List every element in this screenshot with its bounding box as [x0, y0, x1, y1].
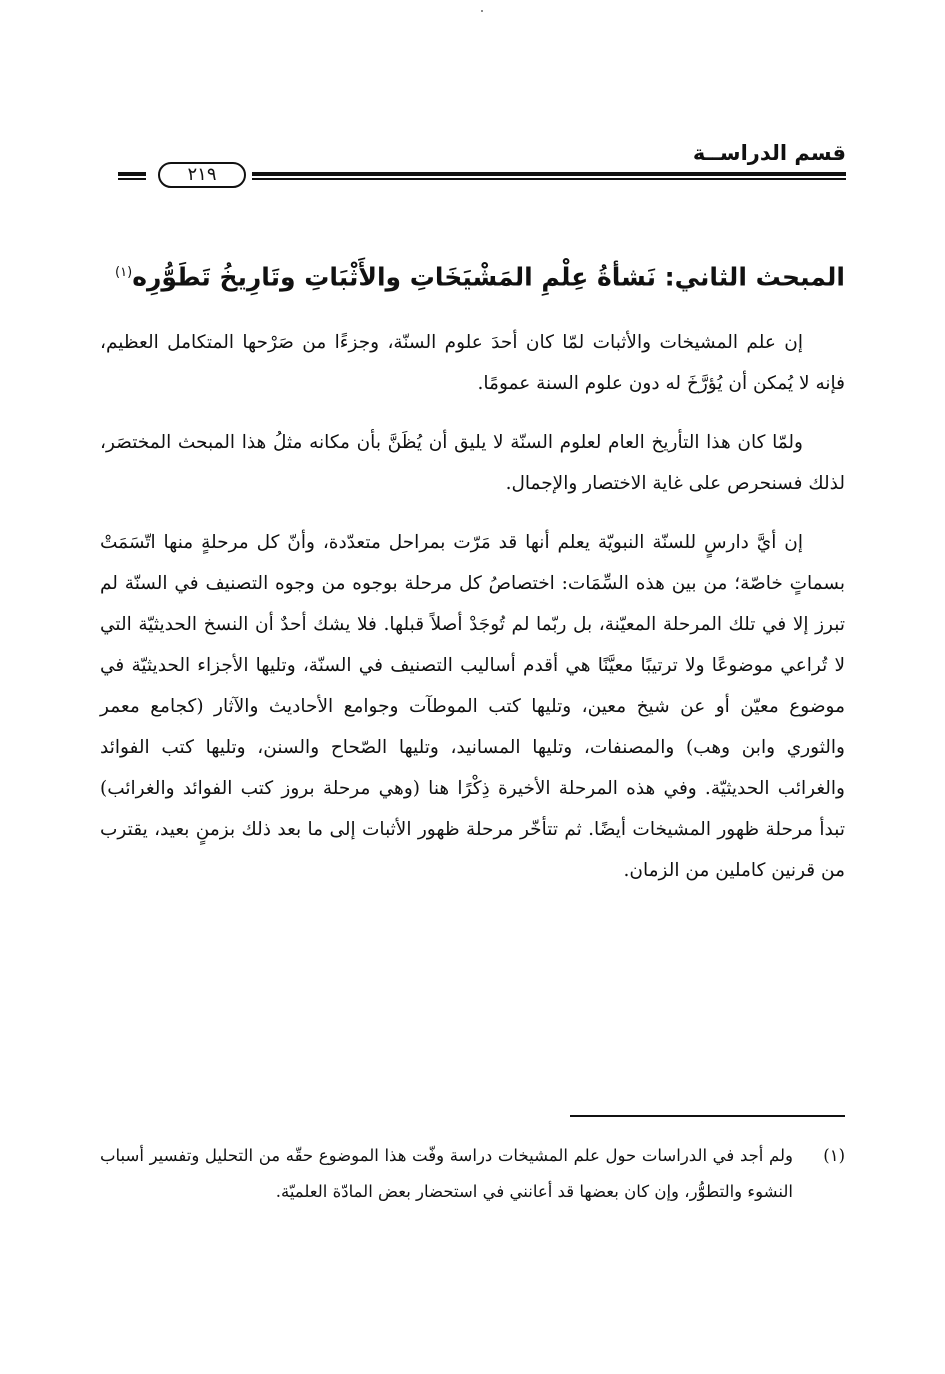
header-double-rule-right	[252, 172, 846, 182]
page-number-badge: ٢١٩	[158, 162, 246, 188]
footnote-text: ولم أجد في الدراسات حول علم المشيخات دراسة وفّت هذا الموضوع حقّه من التحليل وتفسير أسباب النشوء والتطوُّر، وإن كان بعضها قد أعانني في استحضار بعض المادّة العلميّة.	[100, 1146, 793, 1201]
running-section-title: قسم الدراســة	[692, 141, 846, 165]
header-rule-thick-left	[118, 172, 146, 176]
header-rule-thin	[252, 178, 846, 180]
section-heading	[85, 248, 845, 302]
header-rule-thin-left	[118, 178, 146, 180]
footnote	[100, 1138, 845, 1210]
header-double-rule-left	[118, 172, 146, 182]
heading-footnote-ref: (١)	[115, 265, 133, 280]
paragraph: إن علم المشيخات والأثبات لمّا كان أحدَ علوم السنّة، وجزءًا من صَرْحها المتكامل العظيم، فإنه لا يُمكن أن يُؤرَّخَ له دون علوم السنة عمومًا.	[100, 332, 845, 394]
page-header	[118, 140, 846, 190]
paragraph: ولمّا كان هذا التأريخ العام لعلوم السنّة لا يليق أن يُظَنَّ بأن مكانه مثلُ هذا المبحث المختصَر، لذلك فسنحرص على غاية الاختصار والإجمال.	[100, 432, 845, 494]
footnote-separator	[570, 1115, 845, 1117]
header-rule-thick	[252, 172, 846, 176]
footnote-marker: (١)	[823, 1146, 845, 1165]
section-heading-text: المبحث الثاني: نَشأةُ عِلْمِ المَشْيَخَاتِ والأَثْبَاتِ وتَارِيخُ تَطَوُّرِه	[132, 262, 845, 292]
paragraph: إن أيَّ دارسٍ للسنّة النبويّة يعلم أنها قد مَرّت بمراحل متعدّدة، وأنّ كل مرحلةٍ منها اتّسَمَتْ بسماتٍ خاصّة؛ من بين هذه السِّمَات: اختصاصُ كل مرحلة بوجوه من وجوه التصنيف في السنّة لم تبرز إلا في تلك المرحلة المعيّنة، بل ربّما لم تُوجَدْ أصلاً قبلها. فلا يشك أحدٌ أن النسخ الحديثيّة التي لا تُراعي موضوعًا ولا ترتيبًا معيَّنًا هي أقدم أساليب التصنيف في السنّة، وتليها الأجزاء الحديثيّة في موضوع معيّن أو عن شيخ معين، وتليها كتب الموطآت وجوامع الأحاديث والآثار (كجامع معمر والثوري وابن وهب) والمصنفات، وتليها المسانيد، وتليها الصّحاح والسنن، وتليها كتب الفوائد والغرائب الحديثيّة. وفي هذه المرحلة الأخيرة ذِكْرًا هنا (وهي مرحلة بروز كتب الفوائد والغرائب) تبدأ مرحلة ظهور المشيخات أيضًا. ثم تتأخّر مرحلة ظهور الأثبات إلى ما بعد ذلك بزمنٍ بعيد، يقترب من قرنين كاملين من الزمان.	[100, 532, 846, 881]
body-text	[100, 322, 845, 891]
scan-speck	[481, 10, 483, 12]
